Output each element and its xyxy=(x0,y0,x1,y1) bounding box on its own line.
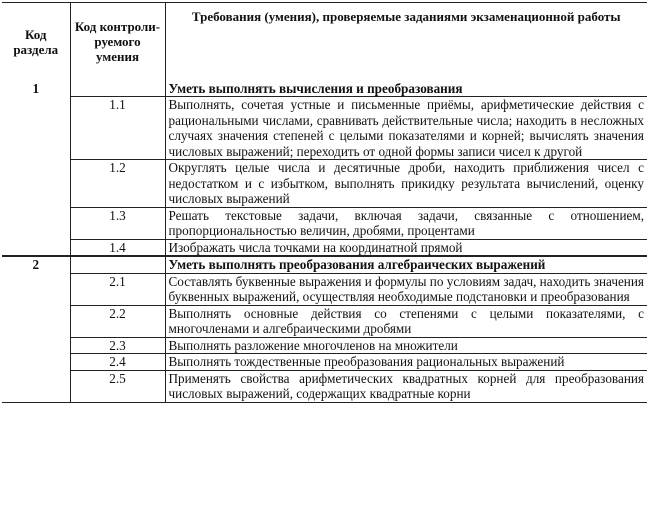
table-row xyxy=(2,354,647,371)
skill-text: Выполнять, сочетая устные и письменные приёмы, арифметические действия с рациональными числами, сравнивать действительные числа; находить в несложных случаях значения степеней с целыми показателями и корней; вычислять значения числовых выражений; переходить от одной формы записи чисел к другой xyxy=(165,97,647,160)
requirements-table xyxy=(2,2,647,403)
skill-text: Применять свойства арифметических квадратных корней для преобразования числовых выражений, содержащих квадратные корни xyxy=(165,370,647,402)
skill-text: Решать текстовые задачи, включая задачи, связанные с отношением, пропорциональностью величин, дробями, процентами xyxy=(165,207,647,239)
table-row xyxy=(2,305,647,337)
table-row xyxy=(2,370,647,402)
skill-text: Округлять целые числа и десятичные дроби, находить приближения чисел с недостатком и с избытком, выполнять прикидку результата вычислений, оценку числовых выражений xyxy=(165,160,647,208)
skill-code: 2.1 xyxy=(70,273,165,305)
table-row xyxy=(2,239,647,256)
skill-text: Изображать числа точками на координатной прямой xyxy=(165,239,647,256)
skill-code: 1.4 xyxy=(70,239,165,256)
table-row xyxy=(2,207,647,239)
section-title: Уметь выполнять вычисления и преобразования xyxy=(165,81,647,97)
table-row xyxy=(2,273,647,305)
header-requirements: Требования (умения), проверяемые заданиями экзаменационной работы xyxy=(165,3,647,81)
skill-code: 1.2 xyxy=(70,160,165,208)
skill-code: 2.4 xyxy=(70,354,165,371)
header-skill-code: Код контроли-руемого умения xyxy=(70,3,165,81)
skill-code: 1.1 xyxy=(70,97,165,160)
skill-text: Выполнять разложение многочленов на множители xyxy=(165,337,647,354)
skill-text: Выполнять основные действия со степенями с целыми показателями, с многочленами и алгебраическими дробями xyxy=(165,305,647,337)
section-row xyxy=(2,256,647,273)
section-code: 2 xyxy=(2,256,70,273)
section-code: 1 xyxy=(32,80,40,96)
table-row xyxy=(2,160,647,208)
table-row xyxy=(2,97,647,160)
header-section-code: Код раздела xyxy=(2,3,70,81)
skill-text: Составлять буквенные выражения и формулы по условиям задач, находить значения буквенных выражений, осуществляя необходимые подстановки и преобразования xyxy=(165,273,647,305)
skill-code: 2.5 xyxy=(70,370,165,402)
table-header-row xyxy=(2,3,647,81)
skill-code: 2.3 xyxy=(70,337,165,354)
skill-text: Выполнять тождественные преобразования рациональных выражений xyxy=(165,354,647,371)
section-title: Уметь выполнять преобразования алгебраических выражений xyxy=(165,256,647,273)
skill-code: 2.2 xyxy=(70,305,165,337)
section-row xyxy=(2,81,647,97)
skill-code: 1.3 xyxy=(70,207,165,239)
table-row xyxy=(2,337,647,354)
